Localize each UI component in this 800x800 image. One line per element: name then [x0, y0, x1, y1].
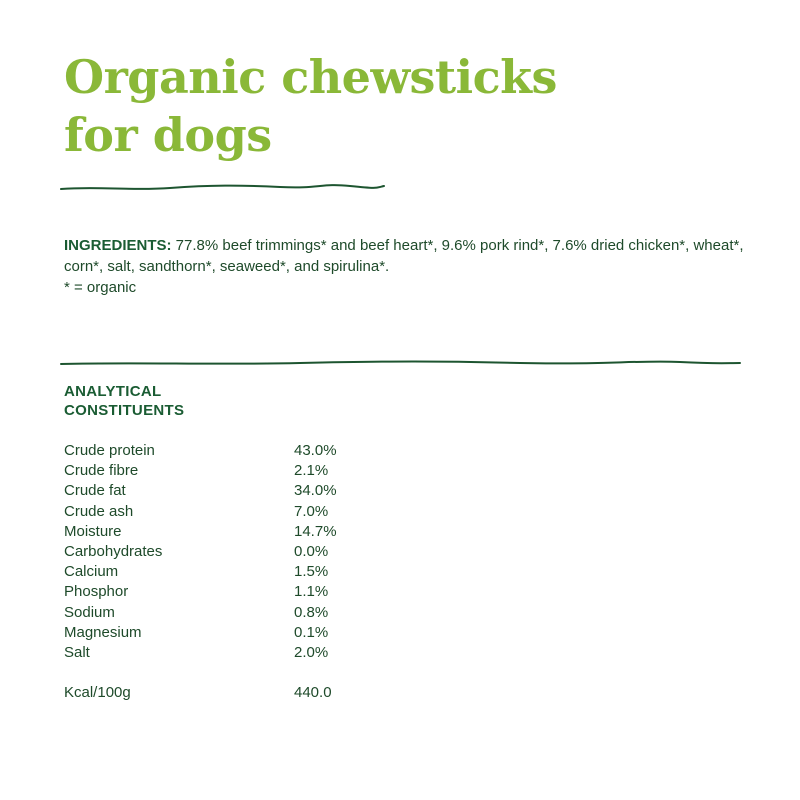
section-divider [60, 356, 742, 372]
heading-line-1: ANALYTICAL [64, 383, 162, 400]
constituent-value: 1.5% [294, 563, 329, 581]
constituent-name: Carbohydrates [64, 542, 163, 560]
page-title [64, 48, 557, 164]
table-row [64, 481, 464, 501]
table-row [64, 441, 464, 461]
title-underline-divider [60, 180, 386, 196]
constituent-name: Calcium [64, 563, 119, 581]
table-row [64, 582, 464, 602]
constituent-name: Phosphor [64, 583, 129, 601]
kcal-value: 440.0 [294, 684, 332, 701]
kcal-label: Kcal/100g [64, 684, 131, 701]
constituent-name: Crude fibre [64, 462, 139, 480]
constituent-name: Crude protein [64, 442, 155, 459]
constituent-value: 1.1% [294, 583, 329, 601]
constituent-name: Magnesium [64, 623, 142, 641]
ingredients-text: 77.8% beef trimmings* and beef heart*, 9.6% pork rind*, 7.6% dried chicken*, wheat*, corn*, salt, sandthorn*, seaweed*, and spirulina*. [64, 237, 744, 275]
table-row [64, 542, 464, 562]
table-row [64, 603, 464, 623]
constituent-value: 0.8% [294, 603, 329, 621]
heading-line-2: CONSTITUENTS [64, 402, 185, 419]
constituent-name: Sodium [64, 603, 115, 621]
ingredients-block [64, 235, 754, 298]
organic-note: * = organic [64, 279, 137, 296]
constituent-value: 7.0% [294, 502, 329, 520]
kcal-row [64, 683, 332, 703]
constituent-value: 2.0% [294, 643, 329, 661]
table-row [64, 643, 464, 663]
table-row [64, 562, 464, 582]
constituent-value: 34.0% [294, 482, 337, 500]
constituent-name: Crude ash [64, 502, 134, 520]
constituent-name: Moisture [64, 522, 122, 540]
table-row [64, 522, 464, 542]
analytical-constituents-heading [64, 382, 184, 420]
table-row [64, 502, 464, 522]
constituent-value: 14.7% [294, 522, 337, 540]
title-line-1: Organic chewsticks [64, 50, 557, 104]
constituent-name: Crude fat [64, 482, 126, 500]
title-line-2: for dogs [64, 108, 272, 162]
constituent-value: 43.0% [294, 442, 337, 459]
constituent-value: 0.0% [294, 542, 329, 560]
constituent-value: 0.1% [294, 623, 329, 641]
table-row [64, 623, 464, 643]
table-row [64, 461, 464, 481]
constituent-name: Salt [64, 643, 90, 661]
constituents-table [64, 441, 464, 663]
ingredients-label: INGREDIENTS: [64, 237, 172, 254]
constituent-value: 2.1% [294, 462, 329, 480]
